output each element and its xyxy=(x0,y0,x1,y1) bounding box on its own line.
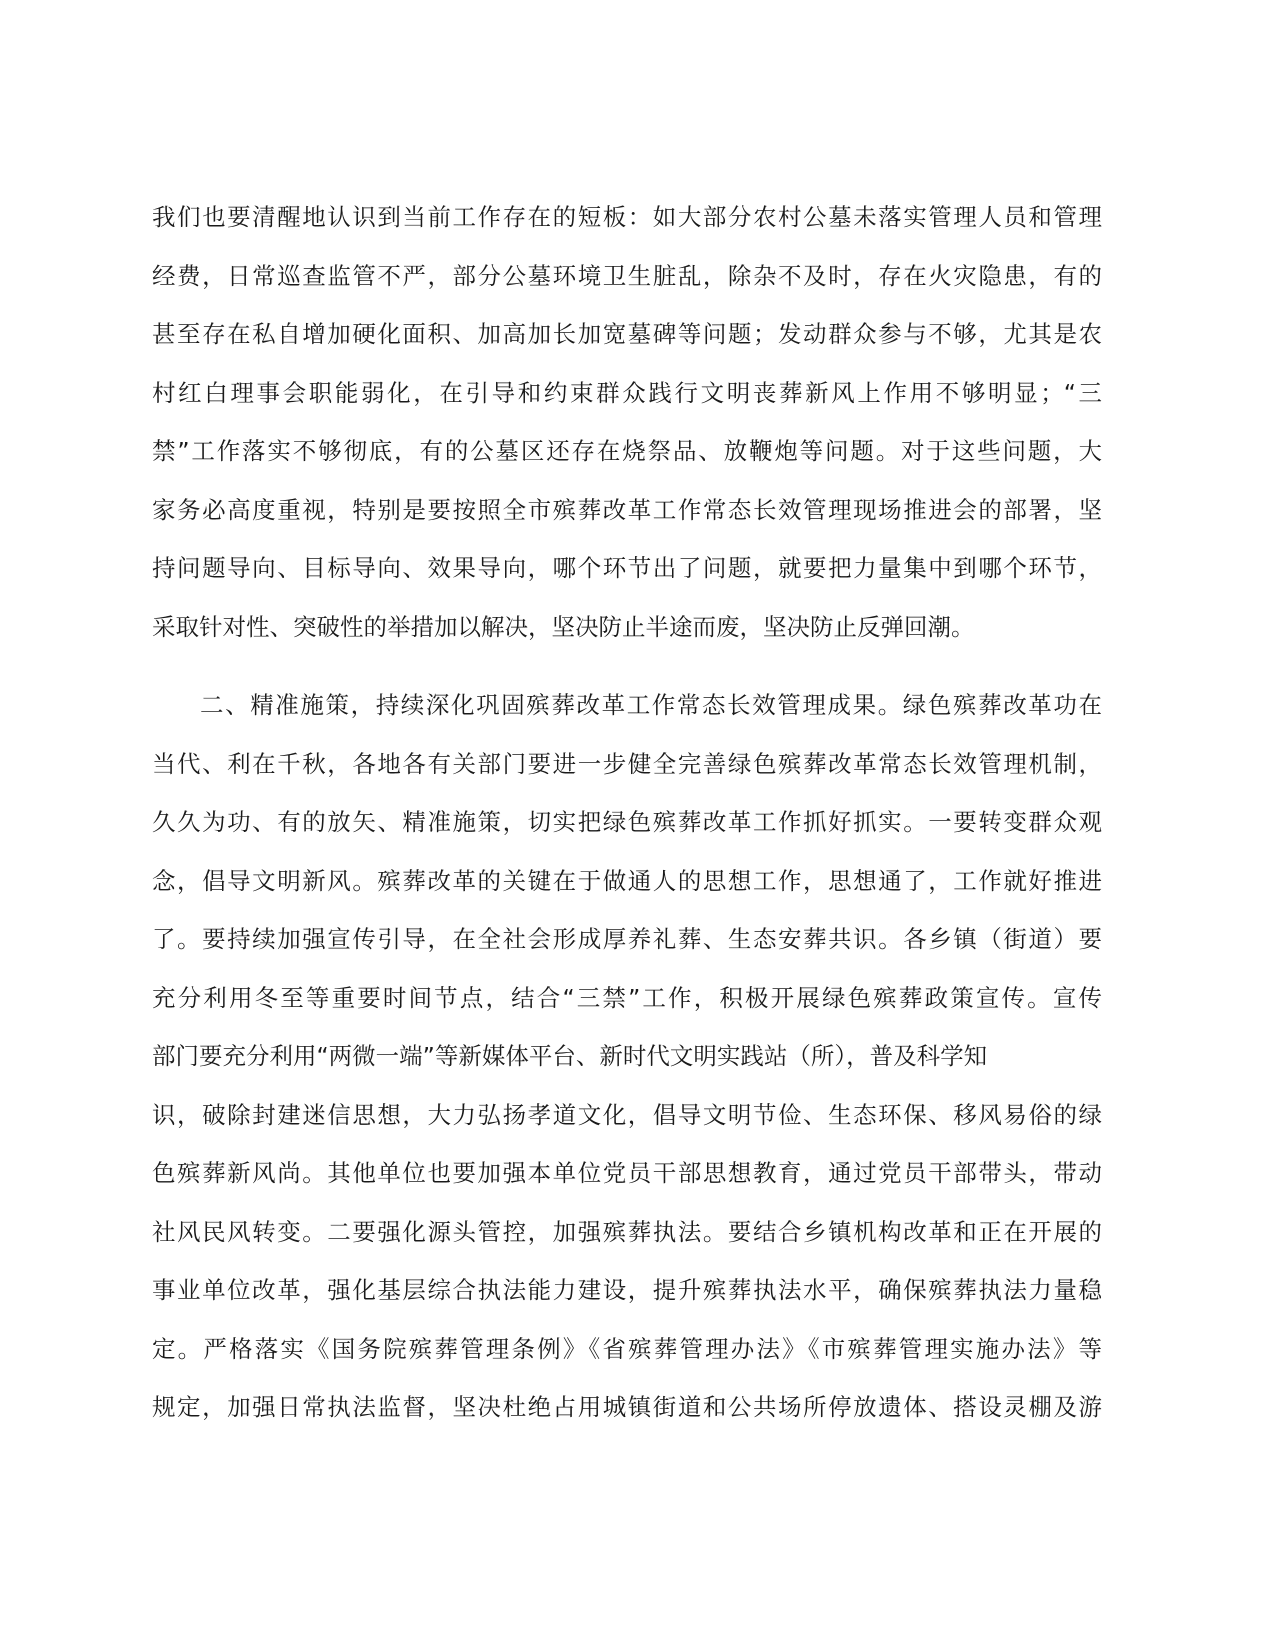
text-line: 二、精准施策，持续深化巩固殡葬改革工作常态长效管理成果。绿色殡葬改革功在 xyxy=(200,691,1102,719)
text-line: 充分利用冬至等重要时间节点，结合“三禁”工作，积极开展绿色殡葬政策宣传。宣传 xyxy=(152,983,1102,1012)
text-line: 久久为功、有的放矢、精准施策，切实把绿色殡葬改革工作抓好抓实。一要转变群众观 xyxy=(152,808,1102,836)
text-line: 经费，日常巡查监管不严，部分公墓环境卫生脏乱，除杂不及时，存在火灾隐患，有的 xyxy=(152,261,1102,290)
text-line: 禁”工作落实不够彻底，有的公墓区还存在烧祭品、放鞭炮等问题。对于这些问题，大 xyxy=(152,437,1102,465)
text-line: 甚至存在私自增加硬化面积、加高加长加宽墓碑等问题；发动群众参与不够，尤其是农 xyxy=(152,320,1102,348)
text-line: 持问题导向、目标导向、效果导向，哪个环节出了问题，就要把力量集中到哪个环节， xyxy=(152,554,1102,582)
text-line: 识，破除封建迷信思想，大力弘扬孝道文化，倡导文明节俭、生态环保、移风易俗的绿 xyxy=(152,1100,1102,1129)
paragraph-spacer xyxy=(152,656,1102,676)
text-line: 念，倡导文明新风。殡葬改革的关键在于做通人的思想工作，思想通了，工作就好推进 xyxy=(152,866,1102,895)
text-line: 当代、利在千秋，各地各有关部门要进一步健全完善绿色殡葬改革常态长效管理机制， xyxy=(152,749,1102,778)
text-line: 事业单位改革，强化基层综合执法能力建设，提升殡葬执法水平，确保殡葬执法力量稳 xyxy=(152,1276,1102,1304)
paragraph-precise-measures xyxy=(152,676,1102,1437)
text-line: 规定，加强日常执法监督，坚决杜绝占用城镇街道和公共场所停放遗体、搭设灵棚及游 xyxy=(152,1393,1102,1421)
text-line: 定。严格落实《国务院殡葬管理条例》《省殡葬管理办法》《市殡葬管理实施办法》等 xyxy=(152,1334,1102,1363)
text-line: 部门要充分利用“两微一端”等新媒体平台、新时代文明实践站（所），普及科学知 xyxy=(152,1042,988,1070)
document-body xyxy=(152,188,1102,1437)
text-line: 了。要持续加强宣传引导，在全社会形成厚养礼葬、生态安葬共识。各乡镇（街道）要 xyxy=(152,925,1102,953)
text-line: 色殡葬新风尚。其他单位也要加强本单位党员干部思想教育，通过党员干部带头，带动 xyxy=(152,1159,1102,1187)
text-line: 家务必高度重视，特别是要按照全市殡葬改革工作常态长效管理现场推进会的部署，坚 xyxy=(152,495,1102,524)
text-line: 我们也要清醒地认识到当前工作存在的短板：如大部分农村公墓未落实管理人员和管理 xyxy=(152,203,1102,231)
text-line: 村红白理事会职能弱化，在引导和约束群众践行文明丧葬新风上作用不够明显；“三 xyxy=(152,378,1102,407)
paragraph-shortcomings xyxy=(152,188,1102,656)
text-line: 采取针对性、突破性的举措加以解决，坚决防止半途而废，坚决防止反弹回潮。 xyxy=(152,612,975,641)
text-line: 社风民风转变。二要强化源头管控，加强殡葬执法。要结合乡镇机构改革和正在开展的 xyxy=(152,1217,1102,1246)
